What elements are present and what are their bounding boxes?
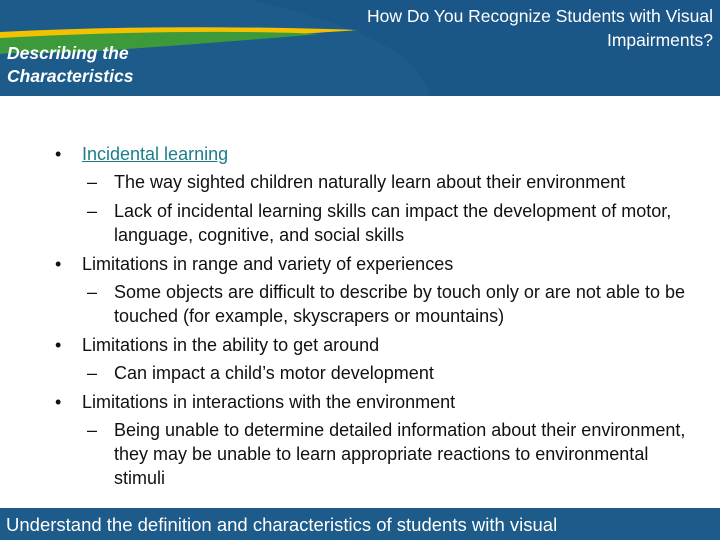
sub-bullet-item <box>0 361 720 385</box>
sub-bullet-text: Some objects are difficult to describe by touch only or are not able to be touched (for example, skyscrapers or mountains) <box>114 282 685 326</box>
bullet-text: Limitations in range and variety of experiences <box>82 254 454 274</box>
sub-bullet-text: The way sighted children naturally learn about their environment <box>114 172 626 192</box>
sub-bullet-dash: – <box>87 363 98 383</box>
sub-bullet-text: Lack of incidental learning skills can impact the development of motor, language, cognitive, and social skills <box>114 201 672 245</box>
sub-bullet-item <box>0 170 720 194</box>
bullet-text: Limitations in interactions with the environment <box>82 392 456 412</box>
sub-bullet-item <box>0 280 720 328</box>
sub-bullet-text: Being unable to determine detailed information about their environment, they may be unable to learn appropriate reactions to environmental stimuli <box>114 420 686 488</box>
bullet-list <box>0 142 720 495</box>
section-label: Describing the Characteristics <box>7 43 134 86</box>
sub-bullet-dash: – <box>87 282 98 302</box>
bullet-dot: • <box>55 392 62 412</box>
bullet-item <box>0 252 720 276</box>
bullet-dot: • <box>55 144 62 164</box>
sub-bullet-text: Can impact a child’s motor development <box>114 363 434 383</box>
bullet-item <box>0 333 720 357</box>
incidental-learning-link[interactable]: Incidental learning <box>82 144 229 164</box>
sub-bullet-item <box>0 199 720 247</box>
bullet-text: Limitations in the ability to get around <box>82 335 380 355</box>
bullet-item <box>0 390 720 414</box>
sub-bullet-dash: – <box>87 172 98 192</box>
slide-header <box>0 0 720 96</box>
sub-bullet-item <box>0 418 720 490</box>
slide-title: How Do You Recognize Students with Visual Impairments? <box>366 6 713 50</box>
sub-bullet-dash: – <box>87 201 98 221</box>
bullet-dot: • <box>55 254 62 274</box>
bullet-item <box>0 142 720 166</box>
bullet-dot: • <box>55 335 62 355</box>
footer-objective-text: Understand the definition and characteristics of students with visual <box>6 514 558 535</box>
sub-bullet-dash: – <box>87 420 98 440</box>
slide-footer <box>0 508 720 540</box>
